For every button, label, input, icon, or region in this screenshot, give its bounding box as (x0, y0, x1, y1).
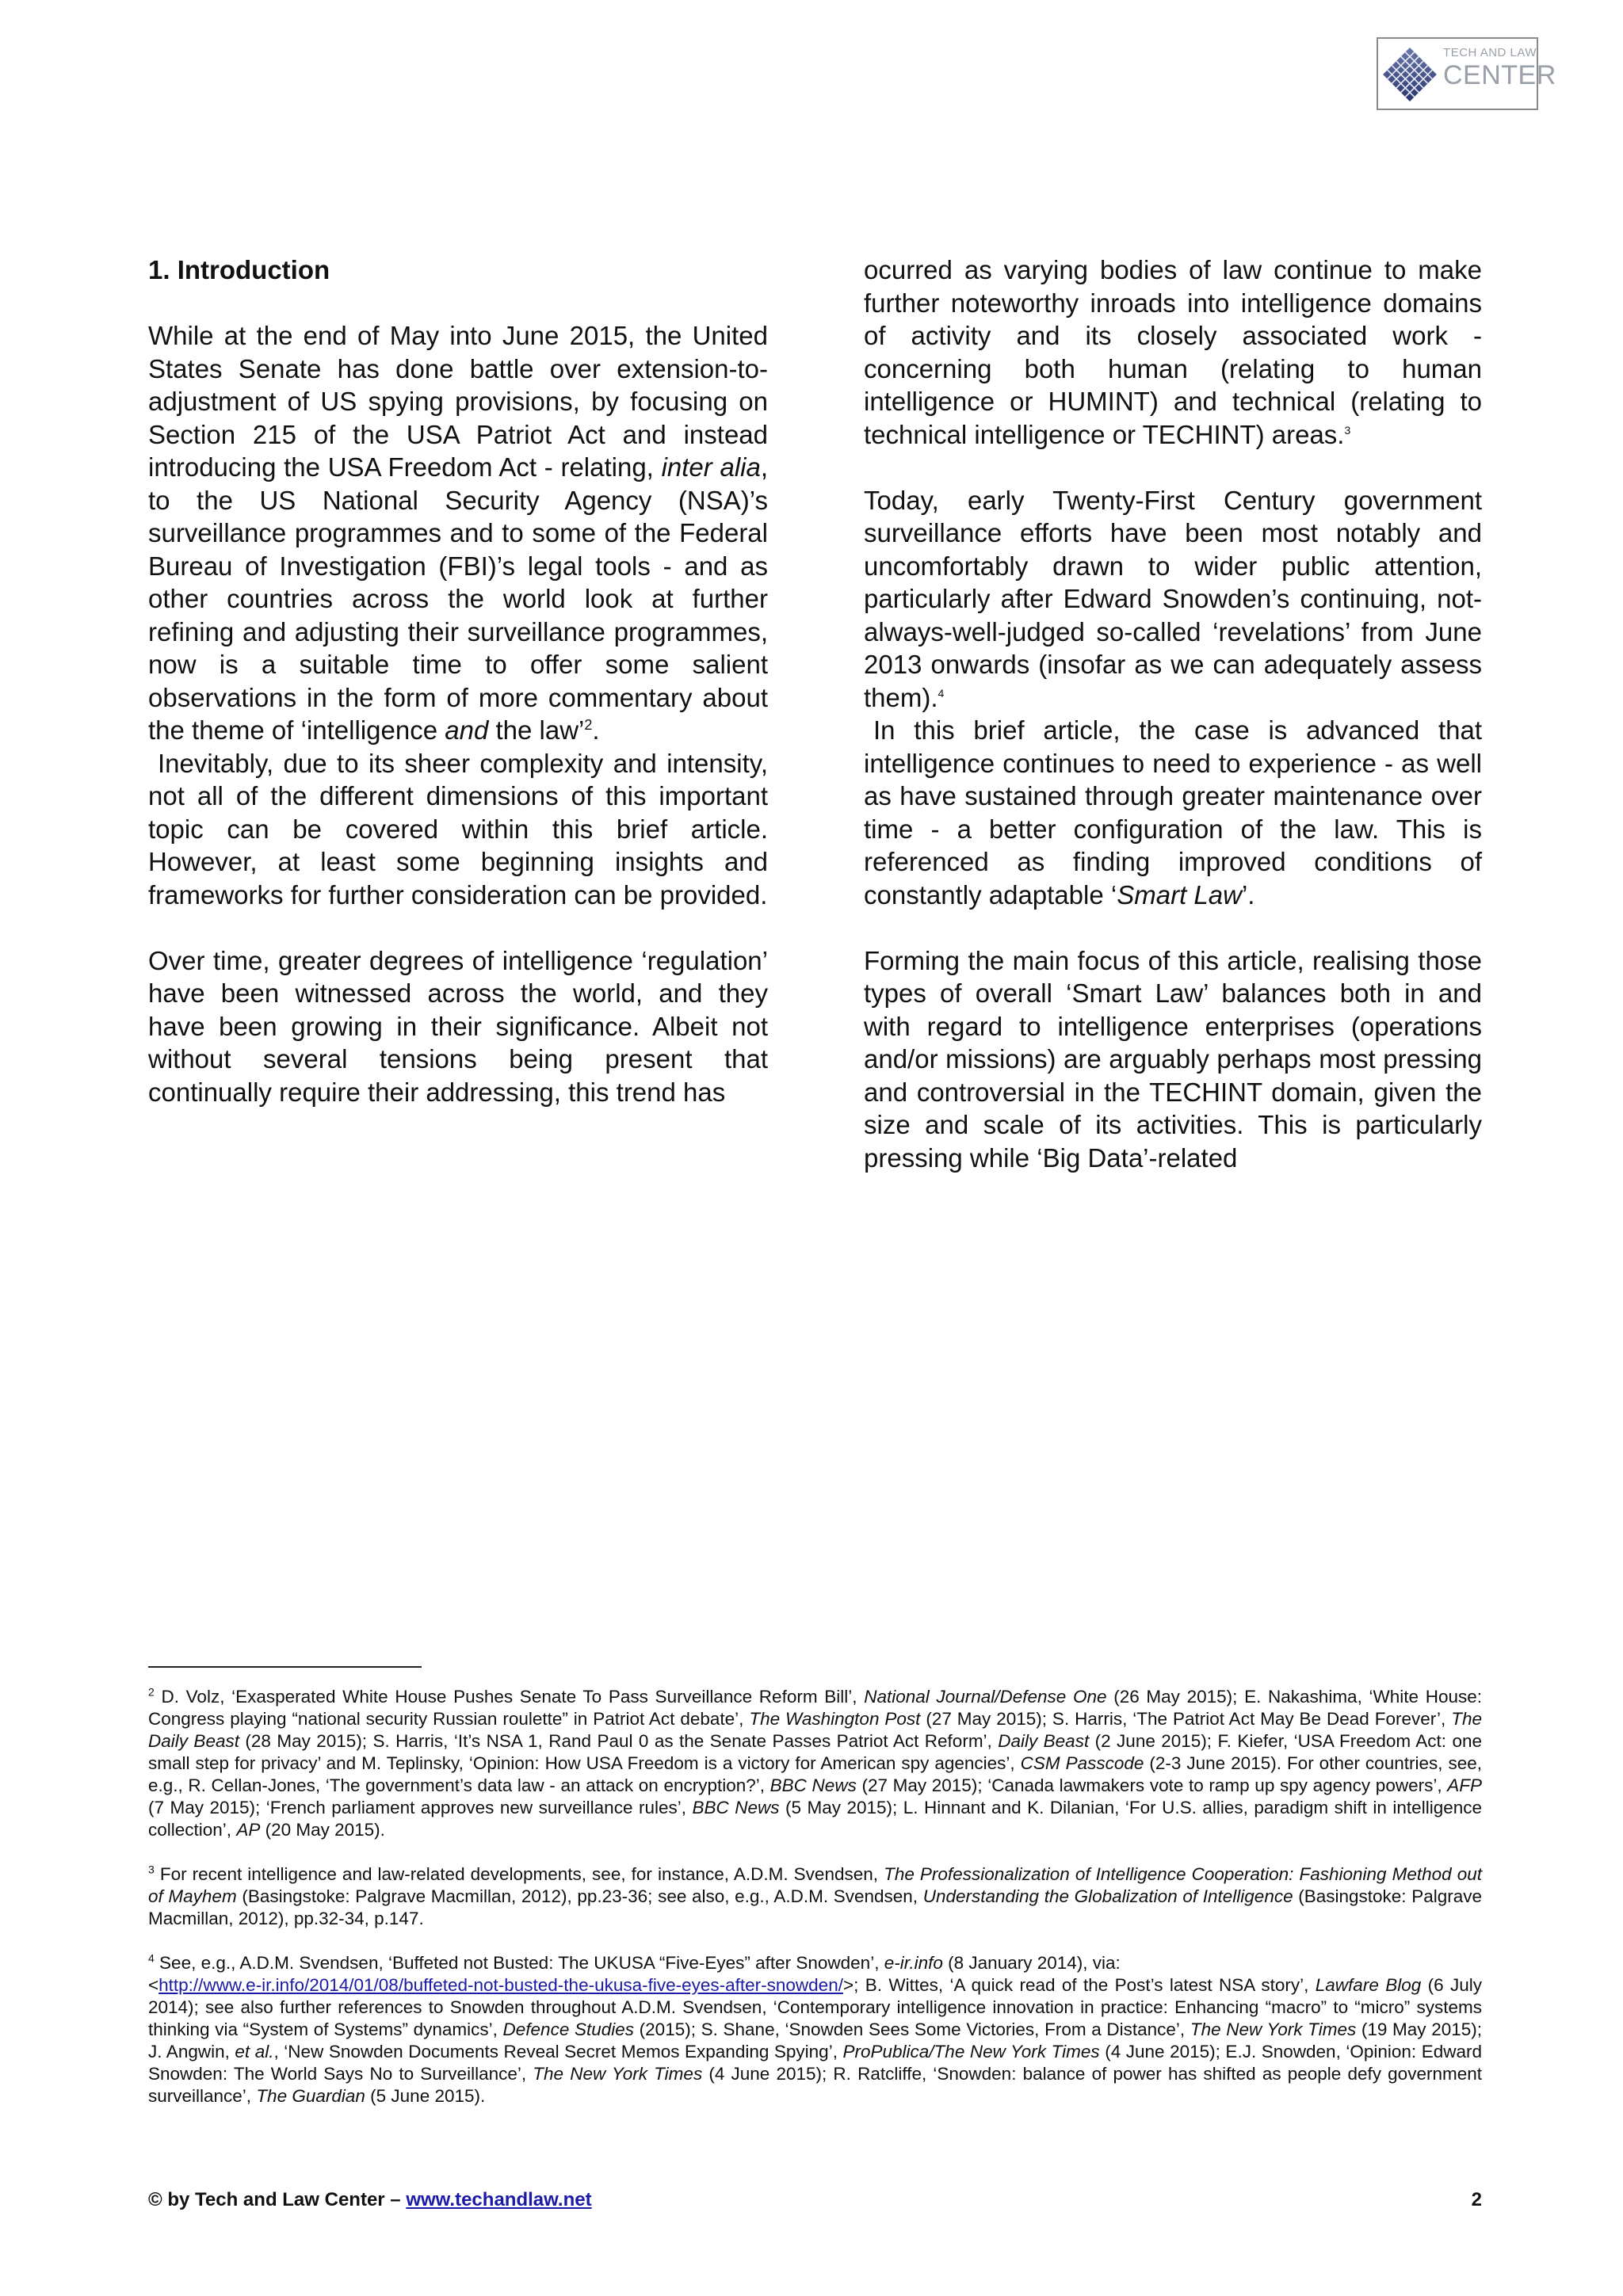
paragraph: ocurred as varying bodies of law continue to make further noteworthy inroads into intelligence domains of activity and its closely associated work - concerning both human (relating to human intelligence or HUMINT) and technical (relating to technical intelligence or TECHINT) areas.$^3$ (864, 255, 1482, 449)
footnote-ref-4[interactable]: 4 (938, 686, 945, 700)
logo-line2: CENTER (1443, 60, 1556, 90)
paragraph: Forming the main focus of this article, realising those types of overall ‘Smart Law’ balances both in and with regard to intelligence enterprises (operations and/or missions) are arguably perhaps most pressing and controversial in the TECHINT domain, given the size and scale of its activities. This is particularly pressing while ‘Big Data’-related (864, 945, 1482, 1173)
website-link[interactable]: www.techandlaw.net (406, 2189, 592, 2210)
copyright-text: © by Tech and Law Center – (148, 2189, 407, 2210)
paragraph: Inevitably, due to its sheer complexity and intensity, not all of the different dimensions of this important topic can be covered within this brief article. However, at least some beginning insights and frameworks for further consideration can be provided. (148, 748, 768, 910)
left-column (148, 254, 768, 1108)
footnote-ref-3[interactable]: 3 (1344, 423, 1351, 437)
right-column (864, 254, 1482, 1174)
footnote-3: $^3$ For recent intelligence and law-related developments, see, for instance, A.D.M. Svendsen, The Professionalization of Intelligence Cooperation: Fashioning Method out of Mayhem (Basingstoke: Palgrave Macmillan, 2012), pp.23-36; see also, e.g., A.D.M. Svendsen, Understanding the Globalization of Intelligence (Basingstoke: Palgrave Macmillan, 2012), pp.32-34, p.147. (148, 1863, 1483, 1928)
page-footer (148, 2188, 1482, 2212)
footnote-4: $^4$ See, e.g., A.D.M. Svendsen, ‘Buffeted not Busted: The UKUSA “Five-Eyes” after Snowden’, e-ir.info (8 January 2014), via: <http://www.e-ir.info/2014/01/08/buffeted-not-busted-the-ukusa-five-eyes-after-snowden/>; B. Wittes, ‘A quick read of the Post’s latest NSA story’, Lawfare Blog (6 July 2014); see also further references to Snowden throughout A.D.M. Svendsen, ‘Contemporary intelligence innovation in practice: Enhancing “macro” to “micro” systems thinking via “System of Systems” dynamics’, Defence Studies (2015); S. Shane, ‘Snowden Sees Some Victories, From a Distance’, The New York Times (19 May 2015); J. Angwin, et al., ‘New Snowden Documents Reveal Secret Memos Expanding Spying’, ProPublica/The New York Times (4 June 2015); E.J. Snowden, ‘Opinion: Edward Snowden: The World Says No to Surveillance’, The New York Times (4 June 2015); R. Ratcliffe, ‘Snowden: balance of power has shifted as people defy government surveillance’, The Guardian (5 June 2015). (148, 1951, 1483, 2106)
logo-line1: TECH AND LAW (1443, 46, 1537, 59)
paragraph: Over time, greater degrees of intelligence ‘regulation’ have been witnessed across the world, and they have been growing in their significance. Albeit not without several tensions being present that continually require their addressing, this trend has (148, 945, 768, 1107)
section-heading: 1. Introduction (148, 255, 330, 284)
paragraph: Today, early Twenty-First Century government surveillance efforts have been most notably and uncomfortably drawn to wider public attention, particularly after Edward Snowden’s continuing, not-always-well-judged so-called ‘revelations’ from June 2013 onwards (insofar as we can adequately assess them).$^4$ (864, 485, 1482, 712)
tech-and-law-center-logo (1377, 37, 1556, 110)
paragraph: While at the end of May into June 2015, the United States Senate has done battle over extension-to-adjustment of US spying provisions, by focusing on Section 215 of the USA Patriot Act and instead introducing the USA Freedom Act - relating, inter alia, to the US National Security Agency (NSA)’s surveillance programmes and to some of the Federal Bureau of Investigation (FBI)’s legal tools - and as other countries across the world look at further refining and adjusting their surveillance programmes, now is a suitable time to offer some salient observations in the form of more commentary about the theme of ‘intelligence and the law’$^2$. (148, 321, 769, 745)
paragraph: In this brief article, the case is advanced that intelligence continues to need to experience - as well as have sustained through greater maintenance over time - a better configuration of the law. This is referenced as finding improved conditions of constantly adaptable ‘Smart Law’. (864, 715, 1482, 910)
page-number: 2 (1471, 2189, 1482, 2210)
globe-logo-icon (1381, 44, 1438, 105)
snowden-article-link[interactable]: http://www.e-ir.info/2014/01/08/buffeted-not-busted-the-ukusa-five-eyes-after-snowden/ (158, 1975, 843, 1995)
footnote-ref-2[interactable]: 2 (584, 717, 593, 733)
footnotes (148, 1686, 1482, 2107)
footnote-2: $^2$ D. Volz, ‘Exasperated White House Pushes Senate To Pass Surveillance Reform Bill’, National Journal/Defense One (26 May 2015); E. Nakashima, ‘White House: Congress playing “national security Russian roulette” in Patriot Act debate’, The Washington Post (27 May 2015); S. Harris, ‘The Patriot Act May Be Dead Forever’, The Daily Beast (28 May 2015); S. Harris, ‘It’s NSA 1, Rand Paul 0 as the Senate Passes Patriot Act Reform’, Daily Beast (2 June 2015); F. Kiefer, ‘USA Freedom Act: one small step for privacy’ and M. Teplinsky, ‘Opinion: How USA Freedom is a victory for American spy agencies’, CSM Passcode (2-3 June 2015). For other countries, see, e.g., R. Cellan-Jones, ‘The government’s data law - an attack on encryption?’, BBC News (27 May 2015); ‘Canada lawmakers vote to ramp up spy agency powers’, AFP (7 May 2015); ‘French parliament approves new surveillance rules’, BBC News (5 May 2015); L. Hinnant and K. Dilanian, ‘For U.S. allies, paradigm shift in intelligence collection’, AP (20 May 2015). (148, 1685, 1483, 1840)
footnote-divider (148, 1666, 422, 1668)
